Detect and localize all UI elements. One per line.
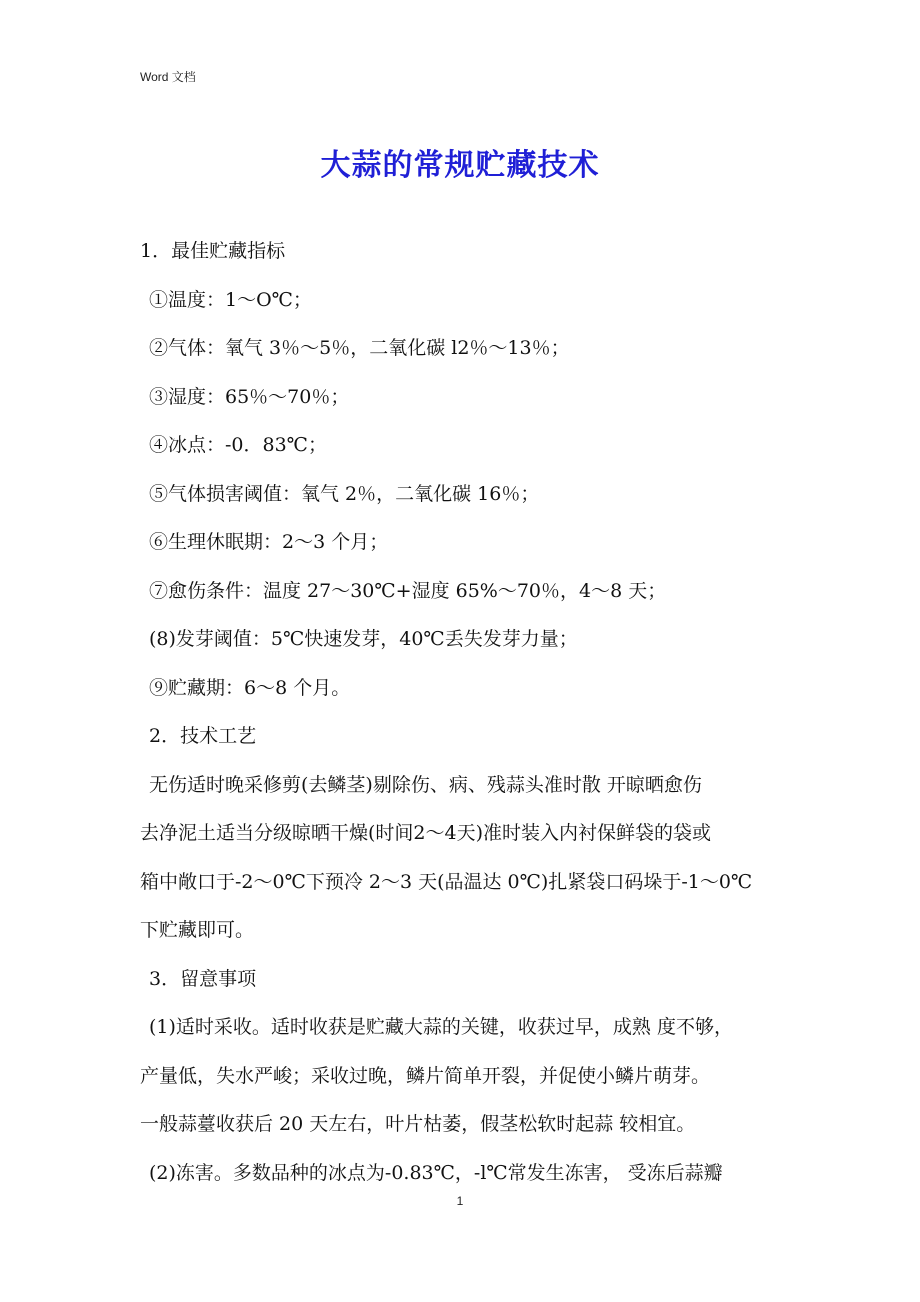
list-item: ②气体：氧气 3％～5％，二氧化碳 l2％～13％；	[149, 337, 570, 359]
paragraph-line: (1)适时采收。适时收获是贮藏大蒜的关键，收获过早，成熟 度不够，	[149, 1016, 733, 1038]
paragraph-line: 下贮藏即可。	[140, 919, 255, 941]
paragraph-line: 箱中敞口于-2～0℃下预冷 2～3 天(品温达 0℃)扎紧袋口码垛于-1～0℃	[140, 870, 753, 893]
paragraph-line: 一般蒜薹收获后 20 天左右，叶片枯萎，假茎松软时起蒜 较相宜。	[140, 1113, 696, 1135]
list-item: ③湿度：65％～70％；	[149, 385, 350, 408]
list-item: ⑤气体损害阈值：氧气 2％，二氧化碳 16％；	[149, 482, 540, 505]
list-item: ⑨贮藏期：6～8 个月。	[149, 676, 351, 699]
list-item: (8)发芽阈值：5℃快速发芽，40℃丢失发芽力量；	[149, 628, 578, 650]
list-item: ⑦愈伤条件：温度 27～30℃+湿度 65%～70％，4～8 天；	[149, 579, 667, 602]
section-heading: 3．留意事项	[149, 967, 257, 990]
list-item: ①温度：1～O℃；	[149, 288, 312, 311]
section-heading: 1．最佳贮藏指标	[140, 240, 286, 262]
page-number: 1	[456, 1194, 464, 1208]
paragraph-line: 产量低，失水严峻；采收过晚，鳞片简单开裂，并促使小鳞片萌芽。	[140, 1064, 711, 1087]
list-item: ⑥生理休眠期：2～3 个月；	[149, 531, 389, 553]
document-header: Word 文档	[140, 70, 196, 84]
list-item: ④冰点：-0．83℃；	[149, 434, 327, 456]
paragraph-line: 无伤适时晚采修剪(去鳞茎)剔除伤、病、残蒜头准时散 开晾晒愈伤	[149, 773, 702, 796]
section-heading: 2．技术工艺	[149, 725, 257, 747]
paragraph-line: (2)冻害。多数品种的冰点为-0.83℃，-l℃常发生冻害， 受冻后蒜瓣	[149, 1161, 723, 1184]
document-title: 大蒜的常规贮藏技术	[320, 148, 600, 183]
paragraph-line: 去净泥土适当分级晾晒干燥(时间2～4天)准时装入内衬保鲜袋的袋或	[140, 822, 712, 844]
document-body	[140, 227, 790, 1197]
